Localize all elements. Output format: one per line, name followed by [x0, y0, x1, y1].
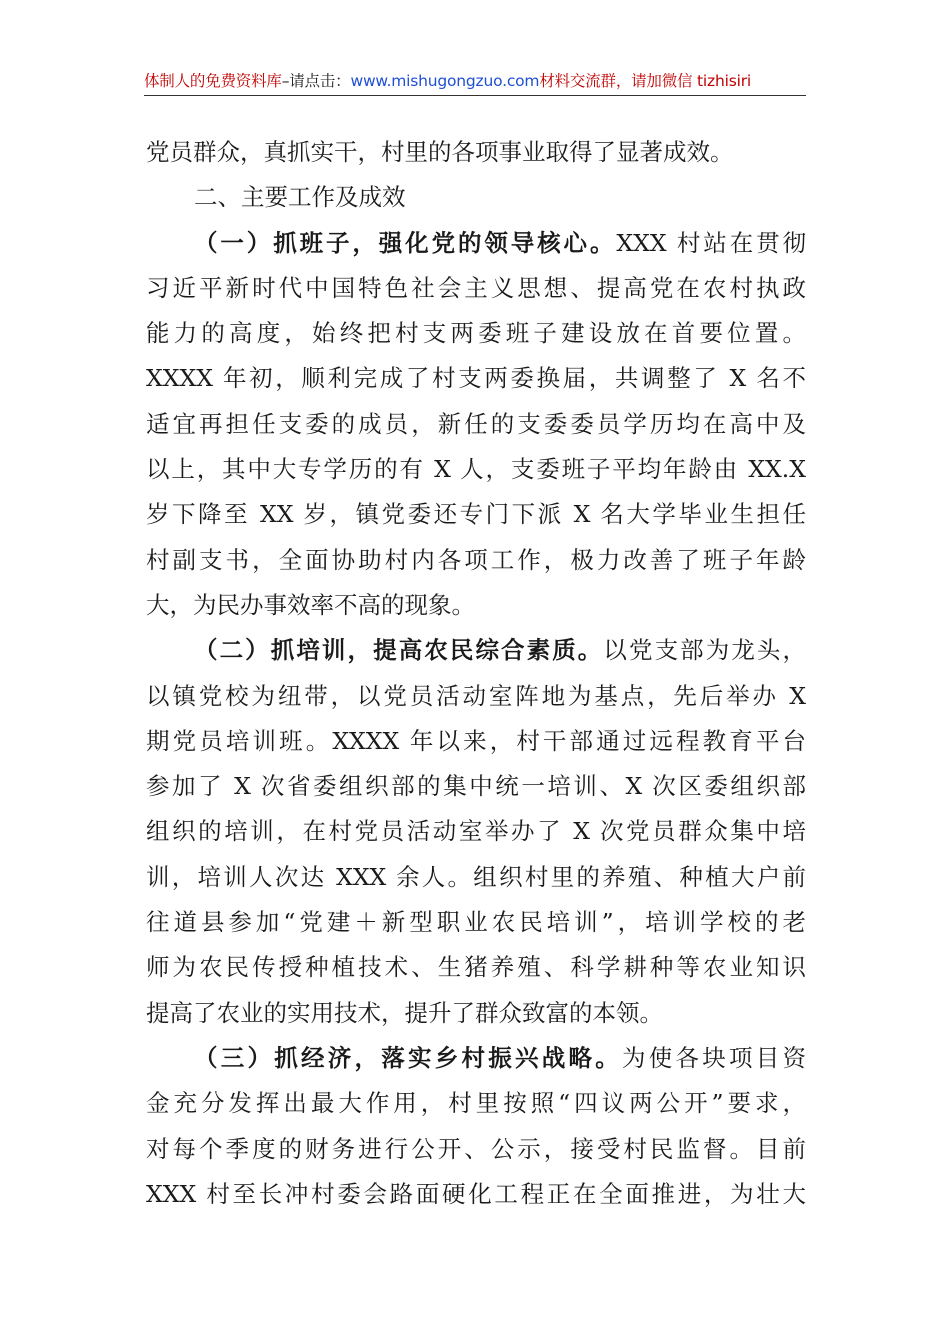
paragraph-3-line: 金充分发挥出最大作用，村里按照“四议两公开”要求， [146, 1089, 806, 1118]
paragraph-1-text: XXX 村站在贯彻 [616, 228, 806, 257]
header-prompt: –请点击： [281, 72, 351, 90]
document-body [146, 130, 806, 1217]
paragraph-2-lead: （二）抓培训，提高农民综合素质。 [194, 636, 604, 665]
paragraph-2-line: 提高了农业的实用技术，提升了群众致富的本领。 [146, 998, 663, 1027]
paragraph-2-line: 师为农民传授种植技术、生猪养殖、科学耕种等农业知识 [146, 953, 806, 982]
header-divider [144, 95, 806, 96]
paragraph-1-line [146, 221, 806, 266]
paragraph-2-line [146, 628, 806, 673]
paragraph-2-line: 训，培训人次达 XXX 余人。组织村里的养殖、种植大户前 [146, 862, 806, 891]
paragraph-1-line: 以上，其中大专学历的有 X 人，支委班子平均年龄由 XX.X [146, 455, 806, 484]
paragraph-1-line: 村副支书，全面协助村内各项工作，极力改善了班子年龄 [146, 545, 806, 574]
paragraph-3-line: 对每个季度的财务进行公开、公示，接受村民监督。目前 [146, 1134, 806, 1163]
paragraph-3-line: XXX 村至长冲村委会路面硬化工程正在全面推进，为壮大 [146, 1179, 806, 1208]
paragraph-3-line [146, 1036, 806, 1081]
header-brand: 体制人的免费资料库 [144, 72, 282, 90]
paragraph-1-line: 习近平新时代中国特色社会主义思想、提高党在农村执政 [146, 273, 806, 302]
paragraph-2-text: 以党支部为龙头， [603, 636, 806, 665]
paragraph-2-line: 参加了 X 次省委组织部的集中统一培训、X 次区委组织部 [146, 772, 806, 801]
header-wechat-note: 材料交流群，请加微信 tizhisiri [539, 72, 751, 90]
paragraph-3-text: 为使各块项目资 [622, 1043, 806, 1072]
paragraph-1-lead: （一）抓班子，强化党的领导核心。 [194, 228, 617, 257]
paragraph-1-line: 岁下降至 XX 岁，镇党委还专门下派 X 名大学毕业生担任 [146, 500, 806, 529]
paragraph-2-line: 期党员培训班。XXXX 年以来，村干部通过远程教育平台 [146, 726, 806, 755]
intro-tail-line: 党员群众，真抓实干，村里的各项事业取得了显著成效。 [146, 138, 734, 166]
paragraph-1-line: 大，为民办事效率不高的现象。 [146, 590, 475, 619]
paragraph-3-lead: （三）抓经济，落实乡村振兴战略。 [194, 1043, 622, 1072]
paragraph-2-line: 组织的培训，在村党员活动室举办了 X 次党员群众集中培 [146, 817, 806, 846]
page-header [144, 68, 806, 94]
section-heading: 二、主要工作及成效 [194, 183, 406, 212]
paragraph-2-line: 往道县参加“党建＋新型职业农民培训”，培训学校的老 [146, 908, 806, 937]
paragraph-2-line: 以镇党校为纽带，以党员活动室阵地为基点，先后举办 X [146, 681, 806, 710]
paragraph-1-line: XXXX 年初，顺利完成了村支两委换届，共调整了 X 名不 [146, 364, 806, 393]
paragraph-1-line: 能力的高度，始终把村支两委班子建设放在首要位置。 [146, 319, 806, 348]
header-website-link[interactable]: www.mishugongzuo.com [350, 72, 540, 90]
paragraph-1-line: 适宜再担任支委的成员，新任的支委委员学历均在高中及 [146, 409, 806, 438]
